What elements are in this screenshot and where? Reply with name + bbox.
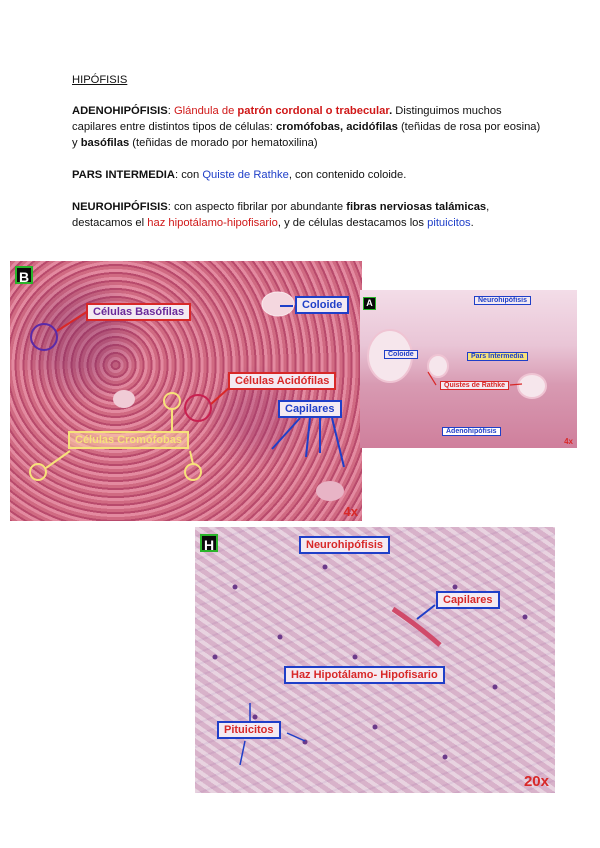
micrograph-h: [195, 527, 555, 793]
label-haz-hipotalamo-hipofisario: Haz Hipotálamo- Hipofisario: [284, 666, 445, 684]
micrograph-h-annotations: [195, 527, 555, 793]
capillary-arrows: [272, 418, 344, 467]
adeno-red-text: Glándula de: [173, 105, 238, 117]
neuro-blue-text: pituicitos: [427, 217, 471, 229]
label-coloide-a: Coloide: [384, 350, 418, 359]
panel-b-tag: B: [15, 266, 33, 284]
basophil-circle: [31, 324, 57, 350]
adeno-title: ADENOHIPÓFISIS: [72, 105, 168, 117]
capillary-arrow-h: [417, 605, 435, 619]
label-coloide-b: Coloide: [295, 296, 349, 314]
rathke-cyst-3: [518, 374, 546, 398]
panel-h-tag: H: [200, 534, 218, 552]
neurohipofisis-paragraph: [72, 199, 542, 231]
pars-blue-text: Quiste de Rathke: [202, 169, 289, 181]
label-celulas-basofilas: Células Basófilas: [86, 303, 191, 321]
pars-text-2: , con contenido coloide.: [288, 169, 407, 181]
adeno-text-1: Distinguimos muchos capilares entre distintos tipos de células:: [72, 105, 502, 133]
label-celulas-acidofilas: Células Acidófilas: [228, 372, 336, 390]
pars-title: PARS INTERMEDIA: [72, 169, 175, 181]
micrograph-a: [360, 290, 577, 448]
panel-a-tag: A: [363, 297, 376, 310]
colloid-shape-3: [316, 481, 344, 501]
adeno-sep: :: [167, 105, 174, 117]
neuro-red-text: haz hipotálamo-hipofisario: [147, 217, 278, 229]
pars-intermedia-paragraph: [72, 167, 542, 183]
neuro-text-2: , destacamos el: [72, 201, 490, 229]
pars-text-1: : con: [174, 169, 203, 181]
adeno-text-2: (teñidas de rosa por eosina) y: [72, 121, 541, 149]
adeno-dot: .: [389, 105, 393, 117]
micrograph-b: [10, 261, 362, 521]
capillary-vessel: [393, 609, 440, 645]
colloid-shape: [262, 292, 294, 316]
page-heading: HIPÓFISIS: [72, 74, 128, 86]
label-neurohipofisis-h: Neurohipófisis: [299, 536, 390, 554]
label-adenohipofisis-a: Adenohipófisis: [442, 427, 501, 436]
adeno-bold-2: basófilas: [80, 137, 130, 149]
colloid-shape-2: [113, 390, 135, 408]
acidophil-circle: [185, 395, 211, 421]
basophil-pointer: [57, 311, 88, 331]
label-capilares-h: Capilares: [436, 591, 500, 609]
label-capilares-b: Capilares: [278, 400, 342, 418]
panel-a-magnification: 4x: [564, 437, 573, 446]
adeno-text-3: (teñidas de morado por hematoxilina): [129, 137, 318, 149]
label-pars-intermedia: Pars Intermedia: [467, 352, 528, 361]
label-neurohipofisis-a: Neurohipófisis: [474, 296, 531, 305]
adeno-bold-1: cromófobas, acidófilas: [275, 121, 398, 133]
panel-h-magnification: 20x: [523, 773, 549, 790]
neuro-title: NEUROHIPÓFISIS: [72, 201, 168, 213]
adenohipofisis-paragraph: [72, 103, 542, 151]
neuro-text-3: , y de células destacamos los: [277, 217, 428, 229]
rathke-cyst-2: [428, 355, 448, 377]
micrograph-a-annotations: [360, 290, 577, 448]
label-quistes-rathke: Quistes de Rathke: [440, 381, 509, 390]
adeno-red-bold: patrón cordonal o trabecular: [237, 105, 390, 117]
panel-b-magnification: 4x: [343, 504, 358, 519]
label-celulas-cromofobas: Células Cromófobas: [68, 431, 189, 449]
label-pituicitos: Pituicitos: [217, 721, 281, 739]
neuro-text-1: : con aspecto fibrilar por abundante: [167, 201, 347, 213]
neuro-text-4: .: [470, 217, 474, 229]
neuro-bold-1: fibras nerviosas talámicas: [346, 201, 487, 213]
